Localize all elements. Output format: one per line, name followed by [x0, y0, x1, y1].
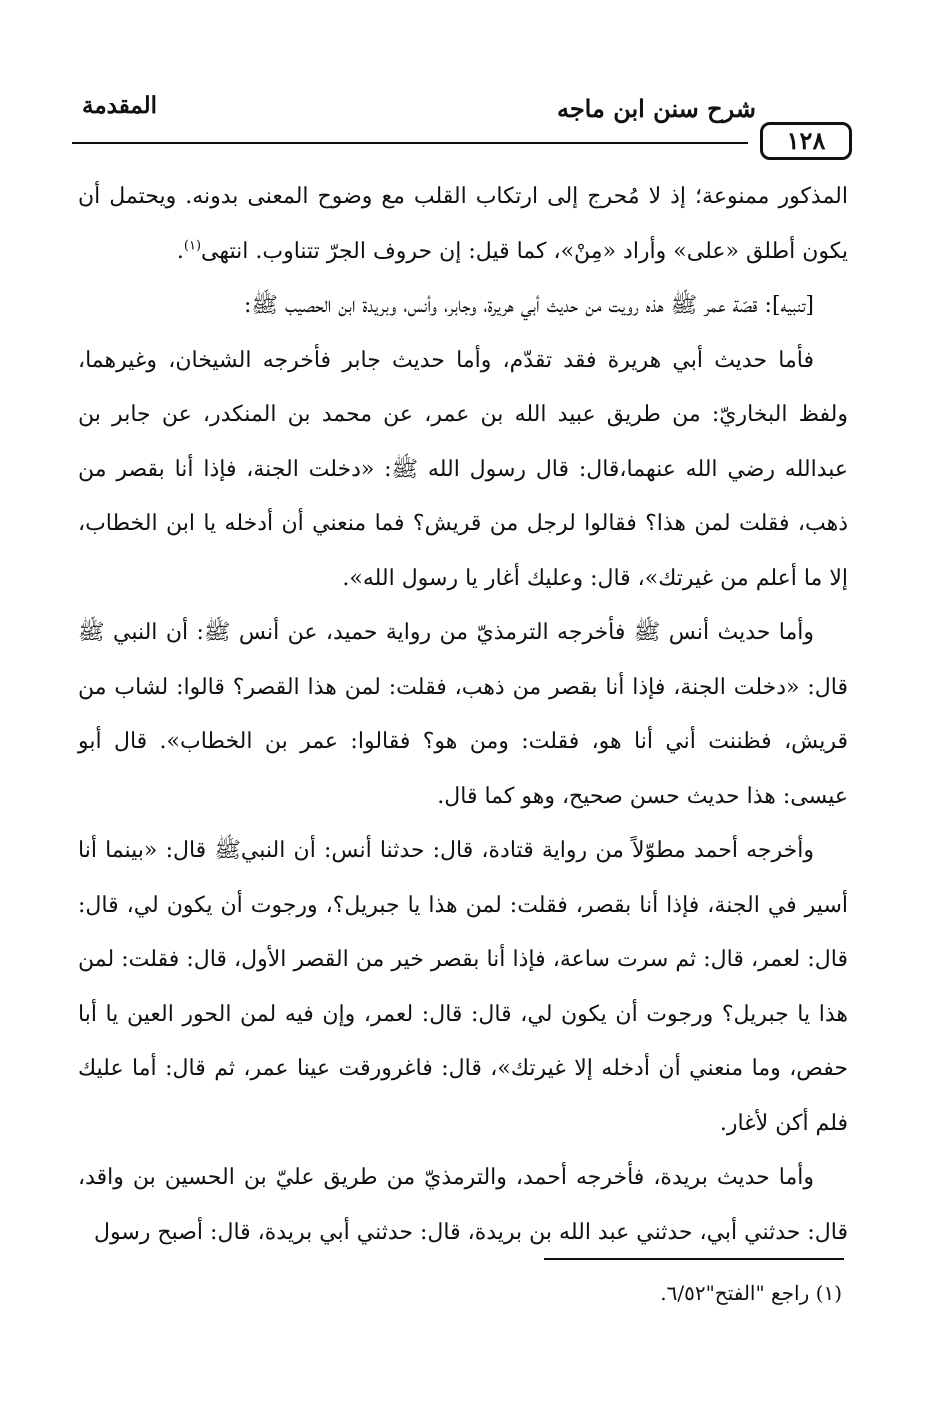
page-header [72, 86, 852, 166]
paragraph: فأما حديث أبي هريرة فقد تقدّم، وأما حديث جابر فأخرجه الشيخان، وغيرهما، ولفظ البخاريّ: من طريق عبيد الله بن عمر، عن محمد بن المنكدر، عن جابر بن عبدالله رضي الله عنهما،قال: قال رسول الله ﷺ: «دخلت الجنة، فإذا أنا بقصر من ذهب، فقلت لمن هذا؟ فقالوا لرجل من قريش؟ فما منعني أن أدخله يا ابن الخطاب، إلا ما أعلم من غيرتك»، قال: وعليك أغار يا رسول الله». [78, 347, 848, 591]
paragraph: [تنبيه]: قصّة عمر ﷺ هذه رويت من حديث أبي هريرة، وجابر، وأنس، وبريدة ابن الحصيب ﷺ: [244, 293, 814, 318]
paragraph: وأخرجه أحمد مطوّلاً من رواية قتادة، قال: حدثنا أنس: أن النبيﷺ قال: «بينما أنا أسير في الجنة، فإذا أنا بقصر، فقلت: لمن هذا يا جبريل؟، ورجوت أن يكون لي، قال: قال: لعمر، قال: ثم سرت ساعة، فإذا أنا بقصر خير من القصر الأول، قال: فقلت: لمن هذا يا جبريل؟ ورجوت أن يكون لي، قال: قال: لعمر، وإن فيه لمن الحور العين يا أبا حفص، وما منعني أن أدخله إلا غيرتك»، قال: فاغرورقت عينا عمر، ثم قال: أما عليك فلم أكن لأغار. [78, 838, 848, 1136]
footnote-separator [544, 1258, 844, 1260]
body-text [78, 170, 848, 1260]
section-title: المقدمة [82, 92, 158, 119]
footnote-marker: (١) [183, 238, 202, 254]
footnote: (١) راجع "الفتح"٦/٥٢. [660, 1281, 842, 1305]
paragraph: وأما حديث أنس ﷺ فأخرجه الترمذيّ من رواية حميد، عن أنس ﷺ: أن النبي ﷺ قال: «دخلت الجنة، فإذا أنا بقصر من ذهب، فقلت: لمن هذا القصر؟ قالوا: لشاب من قريش، فظننت أني أنا هو، فقلت: ومن هو؟ فقالوا: عمر بن الخطاب». قال أبو عيسى: هذا حديث حسن صحيح، وهو كما قال. [78, 620, 848, 809]
paragraph-text: المذكور ممنوعة؛ إذ لا مُحرج إلى ارتكاب القلب مع وضوح المعنى بدونه. ويحتمل أن يكون أطلق «على» وأراد «مِنْ»، كما قيل: إن حروف الجرّ تتناوب. انتهى [78, 184, 848, 264]
header-rule [72, 142, 748, 144]
book-title: شرح سنن ابن ماجه [556, 94, 756, 123]
page-number: ١٢٨ [760, 122, 852, 160]
paragraph: المذكور ممنوعة؛ إذ لا مُحرج إلى ارتكاب القلب مع وضوح المعنى بدونه. ويحتمل أن يكون أطلق «على» وأراد «مِنْ»، كما قيل: إن حروف الجرّ تتناوب. انتهى$^{(١)}$. [78, 184, 848, 264]
paragraph: وأما حديث بريدة، فأخرجه أحمد، والترمذيّ من طريق عليّ بن الحسين بن واقد، قال: حدثني أبي، حدثني عبد الله بن بريدة، قال: حدثني أبي بريدة، قال: أصبح رسول [78, 1165, 848, 1245]
